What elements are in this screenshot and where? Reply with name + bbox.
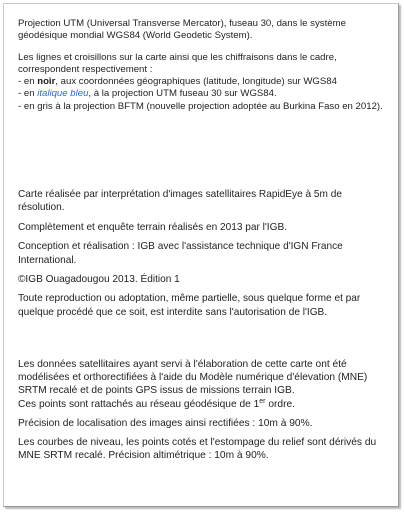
projection-notes (18, 18, 386, 113)
legend-item-black: - en noir, aux coordonnées géographiques (latitude, longitude) sur WGS84 (18, 76, 337, 88)
grid-lines-description: Les lignes et croisillons sur la carte ainsi que les chiffraisons dans le cadre, correspondent respectivement : (18, 51, 337, 75)
orthorectification-note: Les données satellitaires ayant servi à l'élaboration de cette carte ont été modélisées et orthorectifiées à l'aide du Modèle numérique d'élevation (MNE) SRTM recalé et de points GPS issus de missions terrain IGB. (18, 359, 368, 397)
copyright-line: ©IGB Ouagadougou 2013. Édition 1 (18, 274, 180, 286)
contour-relief-note: Les courbes de niveau, les points cotés et l'estompage du relief sont dérivés du MNE SRTM recalé. Précision altimétrique : 10m à 90%. (18, 437, 377, 462)
production-credits (18, 188, 386, 325)
localisation-precision: Précision de localisation des images ainsi rectifiées : 10m à 90%. (18, 417, 313, 429)
satellite-data-notes (18, 358, 386, 468)
source-imagery-note: Carte réalisée par interprétation d'images satellitaires RapidEye à 5m de résolution. (18, 189, 342, 214)
keyword-italique-bleu: italique bleu (37, 88, 89, 100)
projection-description: Projection UTM (Universal Transverse Mercator), fuseau 30, dans le système géodésique mondial WGS84 (World Geodetic System). (18, 18, 346, 42)
legend-item-grey: - en gris à la projection BFTM (nouvelle projection adoptée au Burkina Faso en 2012). (18, 100, 383, 112)
legend-item-blue: - en italique bleu, à la projection UTM fuseau 30 sur WGS84. (18, 88, 277, 100)
keyword-noir: noir (37, 76, 56, 88)
fieldwork-note: Complètement et enquête terrain réalisés en 2013 par l'IGB. (18, 221, 288, 233)
geodetic-network-note: Ces points sont rattachés au réseau géodésique de 1er ordre. (18, 397, 295, 410)
design-credit: Conception et réalisation : IGB avec l'assistance technique d'IGN France International. (18, 241, 343, 266)
reproduction-notice: Toute reproduction ou adoptation, même partielle, sous quelque forme et par quelque procédé que ce soit, est interdite sans l'autorisation de l'IGB. (18, 293, 361, 318)
map-legend-panel (3, 3, 399, 507)
